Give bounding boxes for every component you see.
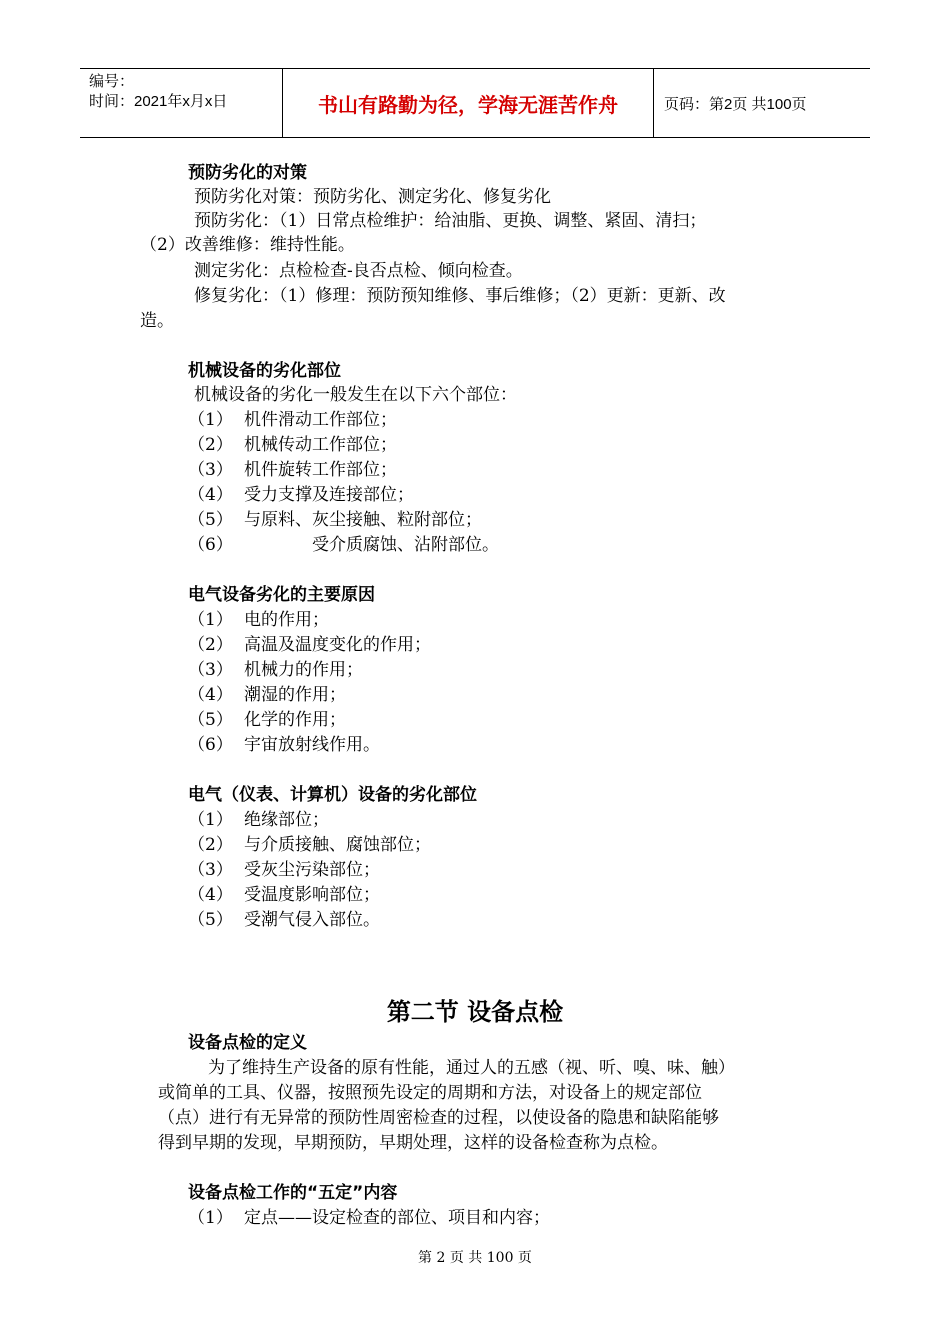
footer-page-number: 第 2 页 共 100 页 bbox=[418, 1250, 532, 1266]
list-item: （5） 受潮气侵入部位。 bbox=[188, 910, 380, 930]
section-heading-elec-causes: 电气设备劣化的主要原因 bbox=[188, 585, 375, 605]
paragraph-line: 或简单的工具、仪器，按照预先设定的周期和方法，对设备上的规定部位 bbox=[158, 1083, 702, 1103]
list-item: （2） 与介质接触、腐蚀部位； bbox=[188, 835, 431, 855]
paragraph-line: 预防劣化：（1）日常点检维护：给油脂、更换、调整、紧固、清扫； bbox=[194, 211, 707, 231]
list-item: （1） 电的作用； bbox=[188, 610, 329, 630]
section-heading-five-fixed: 设备点检工作的“五定”内容 bbox=[188, 1183, 398, 1203]
paragraph-line: 预防劣化对策：预防劣化、测定劣化、修复劣化 bbox=[194, 187, 551, 207]
paragraph-line: 修复劣化：（1）修理：预防预知维修、事后维修；（2）更新：更新、改 bbox=[194, 286, 726, 306]
list-item: （3） 机件旋转工作部位； bbox=[188, 460, 397, 480]
paragraph-line: （点）进行有无异常的预防性周密检查的过程，以使设备的隐患和缺陷能够 bbox=[158, 1108, 719, 1128]
list-item: （1） 绝缘部位； bbox=[188, 810, 329, 830]
header-page-info: 页码：第2页 共100页 bbox=[664, 95, 807, 113]
paragraph-line: 得到早期的发现，早期预防，早期处理，这样的设备检查称为点检。 bbox=[158, 1133, 668, 1153]
list-item: （2） 机械传动工作部位； bbox=[188, 435, 397, 455]
list-item: （4） 受温度影响部位； bbox=[188, 885, 380, 905]
header-meta bbox=[80, 69, 282, 137]
page-header bbox=[80, 68, 870, 138]
list-item: （6） 受介质腐蚀、沾附部位。 bbox=[188, 535, 499, 555]
list-item: （3） 机械力的作用； bbox=[188, 660, 363, 680]
number-label: 编号： bbox=[89, 73, 135, 90]
paragraph-line: 为了维持生产设备的原有性能，通过人的五感（视、听、嗅、味、触） bbox=[208, 1058, 735, 1078]
paragraph-line: 造。 bbox=[140, 311, 174, 331]
paragraph-line: 机械设备的劣化一般发生在以下六个部位： bbox=[194, 385, 517, 405]
section-heading-mech: 机械设备的劣化部位 bbox=[188, 361, 341, 381]
list-item: （4） 潮湿的作用； bbox=[188, 685, 346, 705]
page-footer bbox=[0, 1247, 950, 1267]
date-label: 时间：2021年x月x日 bbox=[89, 93, 228, 110]
list-item: （6） 宇宙放射线作用。 bbox=[188, 735, 380, 755]
section-title: 第二节 设备点检 bbox=[386, 997, 564, 1026]
section-heading-elec-parts: 电气（仪表、计算机）设备的劣化部位 bbox=[188, 785, 477, 805]
section-heading-definition: 设备点检的定义 bbox=[188, 1033, 307, 1053]
header-motto: 书山有路勤为径，学海无涯苦作舟 bbox=[282, 69, 654, 137]
list-item: （1） 定点——设定检查的部位、项目和内容； bbox=[188, 1208, 550, 1228]
paragraph-line: （2）改善维修：维持性能。 bbox=[140, 235, 355, 255]
list-item: （5） 与原料、灰尘接触、粒附部位； bbox=[188, 510, 482, 530]
list-item: （3） 受灰尘污染部位； bbox=[188, 860, 380, 880]
list-item: （2） 高温及温度变化的作用； bbox=[188, 635, 431, 655]
paragraph-line: 测定劣化：点检检查-良否点检、倾向检查。 bbox=[194, 261, 523, 281]
list-item: （1） 机件滑动工作部位； bbox=[188, 410, 397, 430]
list-item: （4） 受力支撑及连接部位； bbox=[188, 485, 414, 505]
section-heading-prevent: 预防劣化的对策 bbox=[188, 163, 307, 183]
list-item: （5） 化学的作用； bbox=[188, 710, 346, 730]
